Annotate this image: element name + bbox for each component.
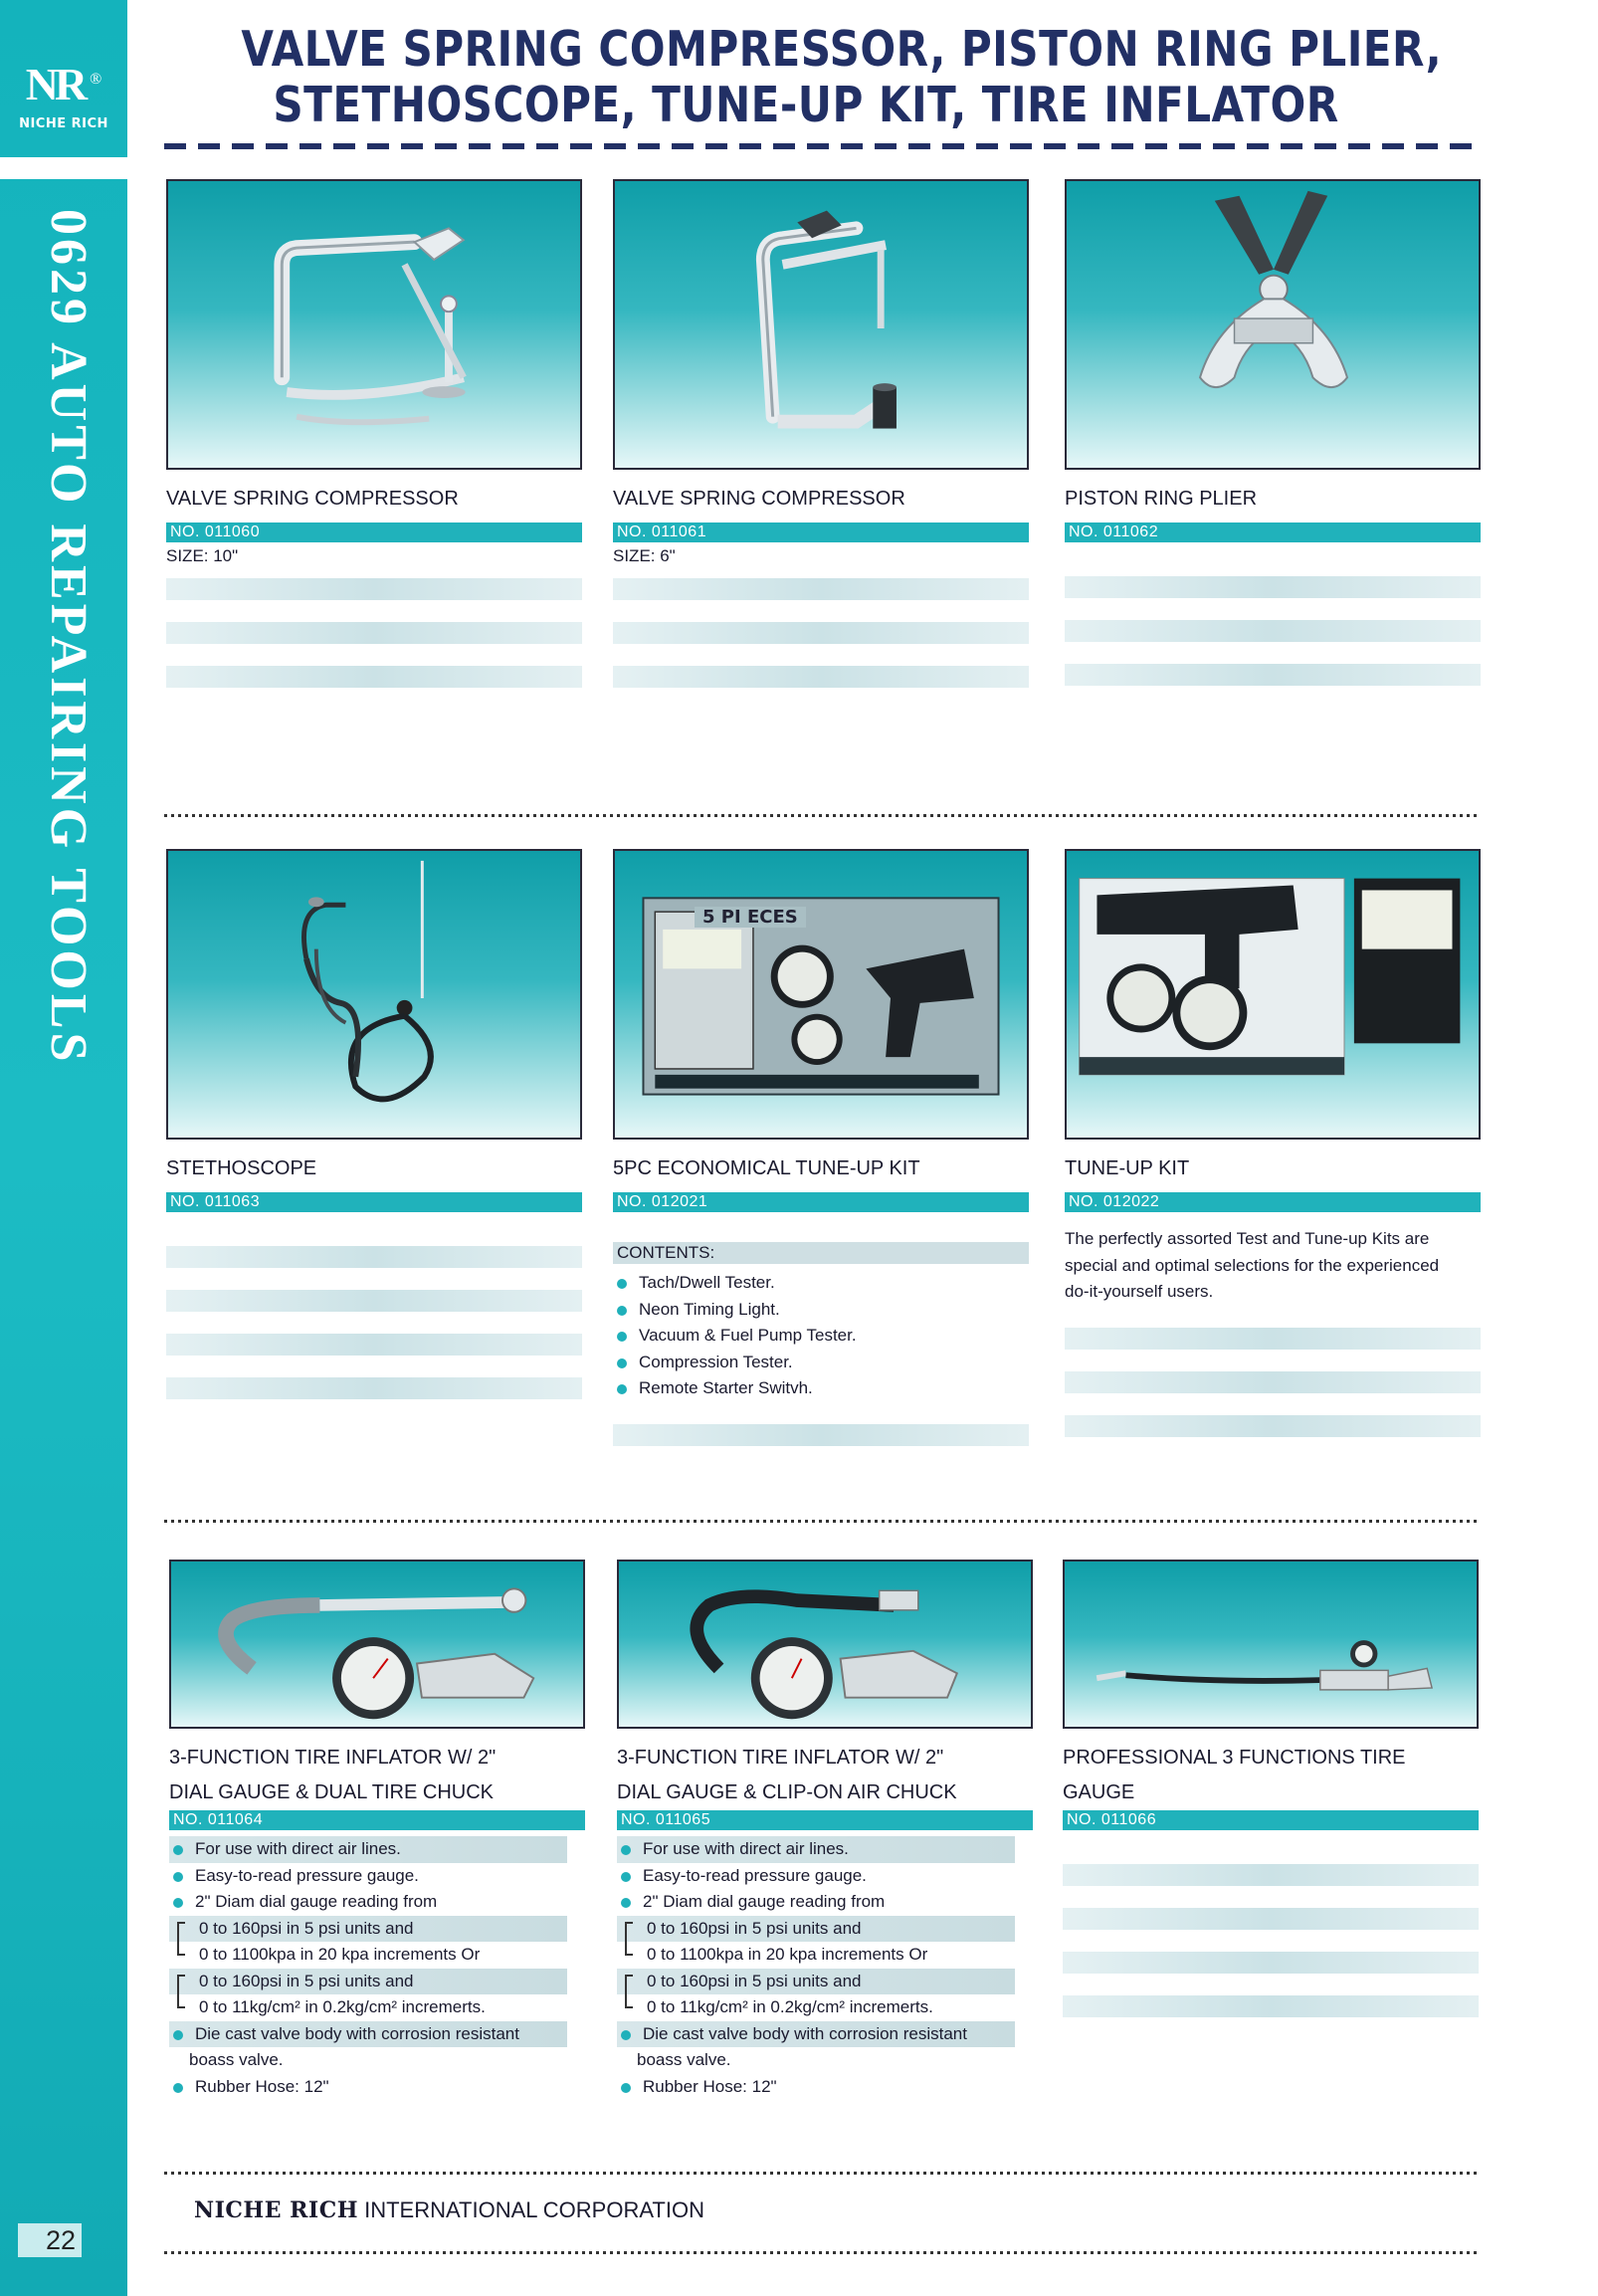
product-card-011063 [166,849,582,1421]
bracket [177,1975,185,2008]
product-card-011066 [1063,1560,1479,2039]
page-number: 22 [18,2223,82,2257]
product-number: NO. 011064 [169,1810,585,1830]
valve-compressor-icon [168,181,580,468]
product-name [169,1741,585,1810]
list-item: Easy-to-read pressure gauge. [169,1863,585,1890]
product-name: TUNE-UP KIT [1065,1157,1190,1179]
blank-lines [613,578,1029,688]
valve-spring-compressor-6-photo [613,179,1029,470]
list-item: 0 to 160psi in 5 psi units and [617,1969,1015,1995]
stethoscope-photo [166,849,582,1140]
product-number: NO. 011063 [166,1192,582,1212]
kit-box-label: 5 PI ECES [695,907,806,928]
niche-rich-logo [0,58,127,157]
tire-inflator-icon [619,1562,1031,1727]
product-card-011061 [613,179,1029,710]
contents-heading: CONTENTS: [613,1242,1029,1264]
list-item: Vacuum & Fuel Pump Tester. [613,1323,1029,1350]
footer-divider-top [164,2172,1478,2175]
list-item: Die cast valve body with corrosion resistant [169,2021,567,2048]
feature-list [617,1836,1033,2100]
product-card-012021 [613,849,1029,1468]
product-name-line: PROFESSIONAL 3 FUNCTIONS TIRE [1063,1747,1406,1769]
piston-ring-plier-photo [1065,179,1481,470]
list-item: Tach/Dwell Tester. [613,1270,1029,1297]
list-item: 0 to 11kg/cm² in 0.2kg/cm² incremerts. [199,1997,486,2016]
list-item: 0 to 1100kpa in 20 kpa increments Or [199,1945,481,1964]
title-line-1: VALVE SPRING COMPRESSOR, PISTON RING PLIER, [241,21,1443,78]
stethoscope-icon [168,851,580,1138]
list-item: 0 to 160psi in 5 psi units and [169,1916,567,1943]
product-name: PISTON RING PLIER [1065,488,1258,510]
product-name-line: GAUGE [1063,1781,1135,1803]
list-item: 0 to 160psi in 5 psi units and [617,1916,1015,1943]
tune-up-kit-5pc-photo [613,849,1029,1140]
footer-company [194,2197,704,2223]
product-name: VALVE SPRING COMPRESSOR [613,488,905,510]
title-line-2: STETHOSCOPE, TUNE-UP KIT, TIRE INFLATOR [273,77,1339,133]
blank-lines [1063,1864,1479,2017]
product-number: NO. 011066 [1063,1810,1479,1830]
list-item: boass valve. [189,2050,284,2069]
header-dashed-rule [164,143,1478,149]
row-divider [164,814,1478,817]
list-item: Rubber Hose: 12" [617,2074,1033,2101]
list-item: 0 to 160psi in 5 psi units and [169,1969,567,1995]
list-item: Die cast valve body with corrosion resistant [617,2021,1015,2048]
product-name: VALVE SPRING COMPRESSOR [166,488,459,510]
product-name-line: 3-FUNCTION TIRE INFLATOR W/ 2" [617,1747,944,1769]
logo-divider [0,157,127,179]
bracket [625,1922,633,1956]
blank-lines [1065,1328,1481,1437]
product-number: NO. 011062 [1065,522,1481,542]
product-card-011062 [1065,179,1481,708]
tire-inflator-dual-chuck-photo [169,1560,585,1729]
product-number: NO. 011061 [613,522,1029,542]
row-divider [164,1520,1478,1523]
product-size: SIZE: 10" [166,546,239,565]
tire-inflator-icon [171,1562,583,1727]
tire-gauge-icon [1065,1562,1477,1727]
bracket [625,1975,633,2008]
list-item: 0 to 11kg/cm² in 0.2kg/cm² incremerts. [647,1997,933,2016]
description-line: The perfectly assorted Test and Tune-up Kits are [1065,1229,1430,1248]
product-size: SIZE: 6" [613,546,676,565]
valve-spring-compressor-10-photo [166,179,582,470]
description-line: special and optimal selections for the experienced [1065,1255,1440,1275]
product-name: 5PC ECONOMICAL TUNE-UP KIT [613,1157,920,1179]
list-item: For use with direct air lines. [169,1836,567,1863]
list-item: Rubber Hose: 12" [169,2074,585,2101]
tune-up-kit-icon [1067,851,1479,1138]
product-card-011065 [617,1560,1033,2100]
footer-divider-bottom [164,2251,1478,2254]
list-item: Easy-to-read pressure gauge. [617,1863,1033,1890]
list-item: 2" Diam dial gauge reading from [169,1889,585,1916]
registered-mark: ® [90,70,102,88]
tire-inflator-clip-chuck-photo [617,1560,1033,1729]
footer-company-text: INTERNATIONAL CORPORATION [358,2197,704,2222]
blank-lines [613,1424,1029,1446]
list-item: Neon Timing Light. [613,1297,1029,1324]
contents-list [613,1270,1029,1402]
blank-lines [1065,576,1481,686]
tire-gauge-photo [1063,1560,1479,1729]
product-card-011064 [169,1560,585,2100]
description-line: do-it-yourself users. [1065,1282,1214,1301]
logo-text: NICHE RICH [19,116,108,131]
blank-lines [166,1246,582,1399]
product-number: NO. 012022 [1065,1192,1481,1212]
product-name [617,1741,1033,1810]
bracket [177,1922,185,1956]
feature-list [169,1836,585,2100]
product-name-line: 3-FUNCTION TIRE INFLATOR W/ 2" [169,1747,497,1769]
product-card-011060 [166,179,582,710]
product-description [1065,1226,1481,1306]
list-item: 2" Diam dial gauge reading from [617,1889,1033,1916]
footer-brand: NICHE RICH [194,2197,358,2223]
list-item: Remote Starter Switvh. [613,1375,1029,1402]
sidebar [0,0,127,2296]
tune-up-kit-photo [1065,849,1481,1140]
list-item: For use with direct air lines. [617,1836,1015,1863]
logo-mark: NR [25,59,85,109]
blank-lines [166,578,582,688]
product-card-012022 [1065,849,1481,1459]
product-name [1063,1741,1479,1810]
page-header [149,22,1463,133]
plier-icon [1067,181,1479,468]
list-item: Compression Tester. [613,1350,1029,1376]
valve-compressor-icon [615,181,1027,468]
list-item: 0 to 1100kpa in 20 kpa increments Or [647,1945,928,1964]
product-number: NO. 012021 [613,1192,1029,1212]
product-number: NO. 011065 [617,1810,1033,1830]
product-name-line: DIAL GAUGE & CLIP-ON AIR CHUCK [617,1781,957,1803]
product-name: STETHOSCOPE [166,1157,317,1179]
vertical-section-title: 0629 AUTO REPAIRING TOOLS [40,209,97,1066]
product-number: NO. 011060 [166,522,582,542]
tune-up-kit-icon [615,851,1027,1138]
list-item: boass valve. [637,2050,731,2069]
product-name-line: DIAL GAUGE & DUAL TIRE CHUCK [169,1781,494,1803]
